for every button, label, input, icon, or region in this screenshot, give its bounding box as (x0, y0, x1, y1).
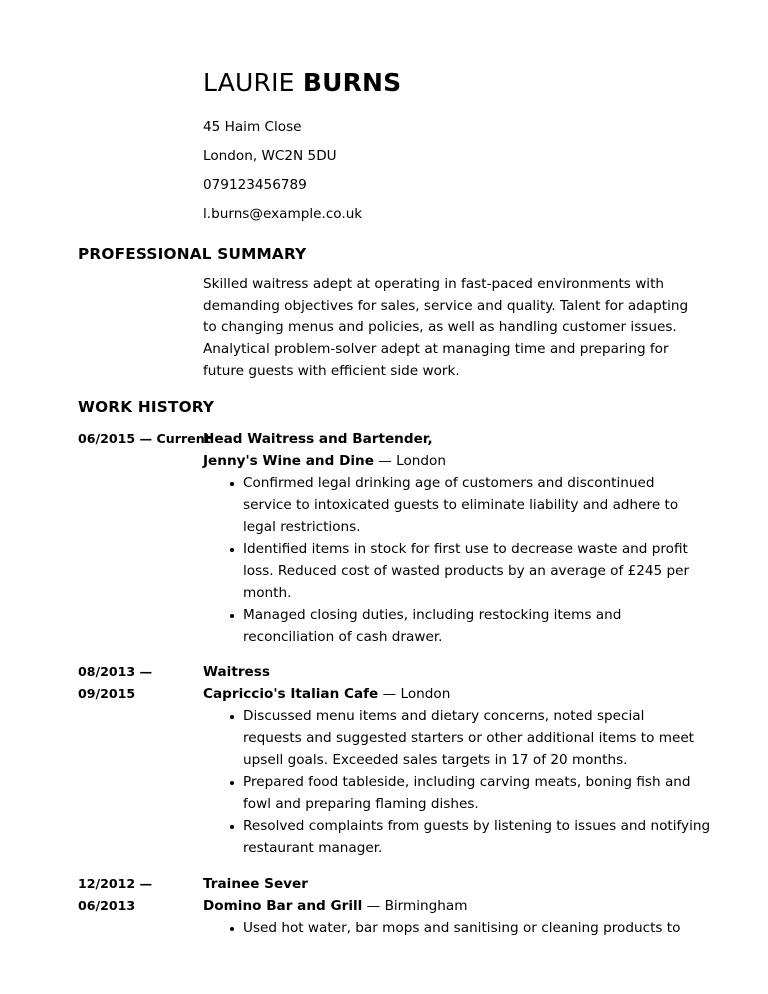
job-dates (78, 428, 211, 450)
job-date-start: 12/2012 — (78, 876, 153, 891)
duty-line: service to intoxicated guests to eliminate liability and adhere to (243, 497, 679, 513)
job-details (203, 661, 713, 859)
summary-line: demanding objectives for sales, service and quality. Talent for adapting (203, 297, 689, 314)
duty-line: Used hot water, bar mops and sanitising or cleaning products to (243, 920, 681, 936)
first-name: LAURIE (203, 68, 295, 97)
work-history-heading: WORK HISTORY (78, 398, 215, 416)
job-date-end: 06/2013 (78, 898, 136, 913)
job-employer (203, 683, 713, 705)
company-name: Jenny's Wine and Dine (203, 453, 374, 469)
duty-item (243, 917, 713, 939)
duty-line: restaurant manager. (243, 840, 383, 856)
duty-line: month. (243, 585, 292, 601)
duty-item (243, 604, 713, 648)
job-details (203, 873, 713, 939)
job-title: Head Waitress and Bartender, (203, 431, 433, 447)
duty-line: upsell goals. Exceeded sales targets in 17 of 20 months. (243, 752, 628, 768)
address-line-1: 45 Haim Close (203, 119, 302, 135)
duty-line: requests and suggested starters or other additional items to meet (243, 730, 695, 746)
professional-summary-heading: PROFESSIONAL SUMMARY (78, 245, 307, 263)
duty-line: fowl and preparing flaming dishes. (243, 796, 479, 812)
summary-line: future guests with efficient side work. (203, 362, 460, 379)
job-dates (78, 661, 202, 705)
job-date-start: 06/2015 — Current (78, 431, 211, 446)
duty-line: Discussed menu items and dietary concerns, noted special (243, 708, 645, 724)
duty-line: Confirmed legal drinking age of customers and discontinued (243, 475, 655, 491)
duty-line: Resolved complaints from guests by listening to issues and notifying (243, 818, 711, 834)
address-line-2: London, WC2N 5DU (203, 148, 337, 164)
email-address: l.burns@example.co.uk (203, 206, 363, 222)
job-location: — London (378, 686, 451, 702)
duty-item (243, 815, 713, 859)
duty-item (243, 771, 713, 815)
job-date-end: 09/2015 (78, 686, 136, 701)
summary-line: to changing menus and policies, as well as handling customer issues. (203, 319, 677, 336)
company-name: Capriccio's Italian Cafe (203, 686, 379, 702)
duty-item (243, 538, 713, 604)
duty-line: Managed closing duties, including restocking items and (243, 607, 622, 623)
duty-line: legal restrictions. (243, 519, 361, 535)
professional-summary-text (203, 274, 703, 383)
summary-line: Analytical problem-solver adept at managing time and preparing for (203, 341, 669, 358)
job-duties (203, 917, 713, 939)
job-title: Waitress (203, 664, 270, 680)
duty-line: Prepared food tableside, including carving meats, boning fish and (243, 774, 691, 790)
last-name: BURNS (302, 68, 402, 97)
job-location: — London (373, 453, 446, 469)
job-date-start: 08/2013 — (78, 664, 153, 679)
duty-line: loss. Reduced cost of wasted products by an average of £245 per (243, 563, 690, 579)
duty-item (243, 705, 713, 771)
company-name: Domino Bar and Grill (203, 898, 363, 914)
duty-item (243, 472, 713, 538)
candidate-name (203, 68, 401, 97)
job-dates (78, 873, 202, 917)
job-duties (203, 705, 713, 859)
duty-line: reconciliation of cash drawer. (243, 629, 443, 645)
job-duties (203, 472, 713, 648)
duty-line: Identified items in stock for first use to decrease waste and profit (243, 541, 688, 557)
job-details (203, 428, 713, 648)
phone-number: 079123456789 (203, 177, 307, 193)
contact-details (203, 118, 362, 234)
job-title: Trainee Sever (203, 876, 308, 892)
job-employer (203, 895, 713, 917)
job-employer (203, 450, 713, 472)
job-location: — Birmingham (362, 898, 468, 914)
summary-line: Skilled waitress adept at operating in fast-paced environments with (203, 276, 665, 292)
